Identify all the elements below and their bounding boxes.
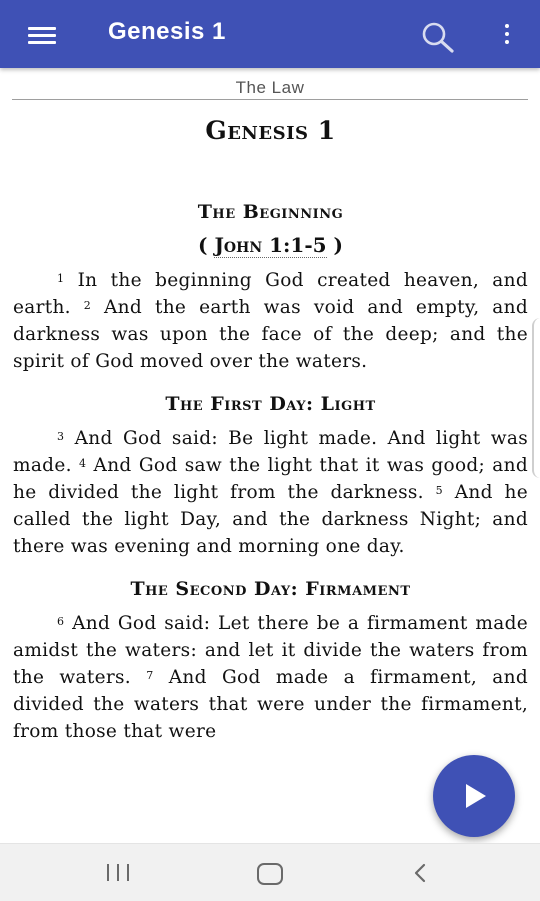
verse-number: 5 bbox=[435, 484, 443, 497]
verse-number: 6 bbox=[57, 615, 65, 628]
section-heading-second-day: The Second Day: Firmament bbox=[130, 578, 411, 600]
edge-panel-handle[interactable] bbox=[532, 318, 540, 478]
paragraph-verses-6-7 bbox=[13, 610, 528, 745]
verse-text: And God said: Let there be a firmament made amidst the waters: and let it divide the waters from the waters. bbox=[13, 613, 528, 688]
verse-number: 7 bbox=[146, 669, 154, 682]
verse-number: 3 bbox=[57, 430, 65, 443]
verse-number: 2 bbox=[83, 299, 92, 312]
verse-text: And God saw the light that it was good; and he divided the light from the darkness. bbox=[13, 455, 528, 503]
recent-apps-icon[interactable] bbox=[105, 864, 133, 882]
crossref-link[interactable]: John 1:1-5 bbox=[214, 233, 327, 257]
verse-text: And God made a firmament, and divided the waters that were under the firmament, from those that were bbox=[13, 667, 528, 742]
home-icon[interactable] bbox=[257, 863, 283, 885]
book-section-label: The Law bbox=[235, 78, 305, 97]
verse-number: 1 bbox=[57, 272, 65, 285]
play-icon bbox=[462, 782, 488, 810]
section-heading-beginning: The Beginning bbox=[197, 201, 344, 223]
system-navigation-bar bbox=[0, 843, 540, 901]
app-bar bbox=[0, 0, 540, 68]
app-title: Genesis 1 bbox=[108, 18, 226, 45]
paragraph-verses-3-5 bbox=[13, 425, 528, 560]
cross-reference bbox=[13, 233, 528, 257]
paragraph-verses-1-2 bbox=[13, 267, 528, 375]
chapter-content bbox=[13, 110, 528, 745]
divider bbox=[12, 99, 528, 100]
crossref-open: ( bbox=[198, 233, 215, 257]
section-heading-first-day: The First Day: Light bbox=[165, 393, 376, 415]
verse-text: And God said: Be light made. And light was made. bbox=[13, 428, 528, 476]
verse-text: And the earth was void and empty, and darkness was upon the face of the deep; and the spirit of God moved over the waters. bbox=[13, 297, 528, 372]
more-vertical-icon[interactable] bbox=[497, 20, 517, 50]
hamburger-menu-icon[interactable] bbox=[22, 20, 62, 50]
back-icon[interactable] bbox=[410, 862, 430, 884]
verse-text: In the beginning God created heaven, and earth. bbox=[13, 270, 528, 318]
crossref-close: ) bbox=[326, 233, 343, 257]
search-icon[interactable] bbox=[420, 20, 456, 54]
verse-number: 4 bbox=[79, 457, 87, 470]
chapter-title: Genesis 1 bbox=[205, 116, 336, 145]
verse-text: And he called the light Day, and the darkness Night; and there was evening and morning one day. bbox=[13, 482, 528, 557]
play-audio-button[interactable] bbox=[433, 755, 515, 837]
